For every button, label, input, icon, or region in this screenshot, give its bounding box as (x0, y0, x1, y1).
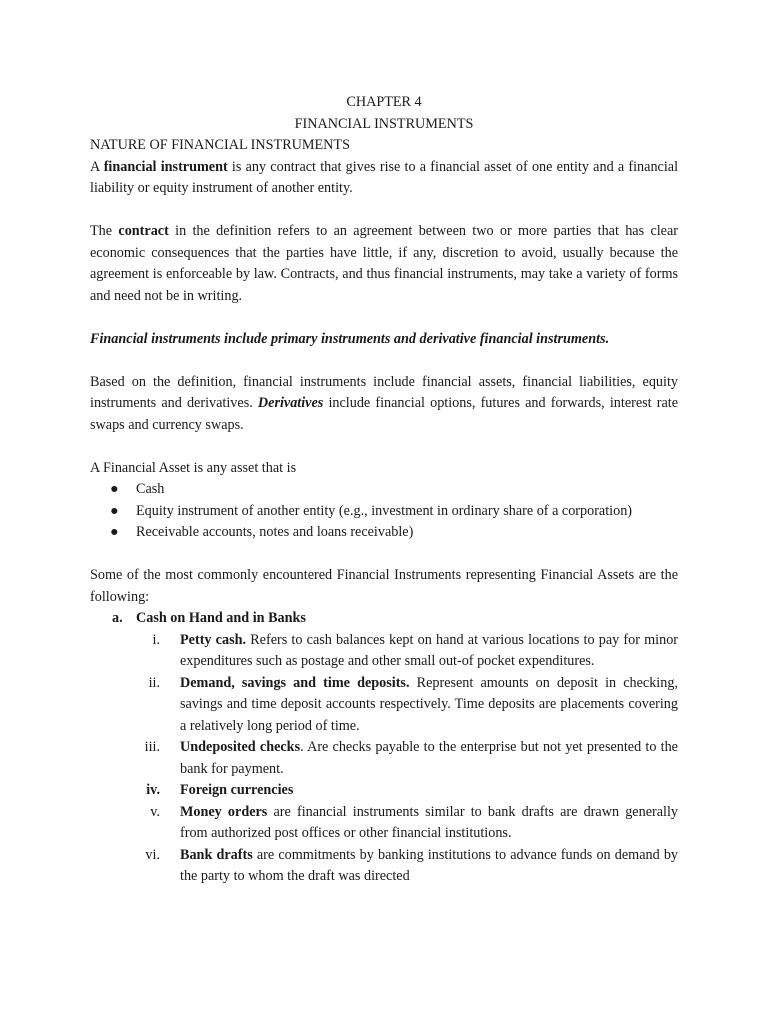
bold-term: Petty cash. (180, 631, 247, 648)
spacer (90, 436, 678, 458)
list-marker: iii. (144, 739, 160, 755)
paragraph-common-instruments: Some of the most commonly encountered Financial Instruments representing Financial Assets are the following: (90, 567, 678, 605)
bold-term: Demand, savings and time deposits. (180, 674, 410, 691)
list-marker: ii. (148, 674, 160, 691)
bold-term: Bank drafts (180, 846, 253, 863)
paragraph-text: in the definition refers to an agreement between two or more parties that has clear economic consequences that the parties have little, if any, discretion to avoid, usually because the agreement is enforceable by law. Contracts, and thus financial instruments, may take a variety of forms and need not be in writing. (90, 223, 679, 304)
list-item-text: Represent amounts on deposit in checking, savings and time deposit accounts respectively. Time deposits are placements covering a relatively long period of time. (180, 674, 678, 734)
paragraph-definition (90, 157, 678, 200)
spacer (90, 200, 678, 222)
list-item-text: Equity instrument of another entity (e.g., investment in ordinary share of a corporation) (136, 502, 633, 519)
paragraph-contract (90, 221, 678, 307)
bold-italic-term: Derivatives (257, 395, 324, 411)
section-a-heading (90, 608, 678, 630)
list-item-bank-drafts (90, 845, 678, 888)
paragraph-text: A (90, 158, 104, 175)
list-item-text: are commitments by banking institutions to advance funds on demand by the party to whom the draft was directed (180, 846, 679, 884)
section-heading: NATURE OF FINANCIAL INSTRUMENTS (90, 137, 350, 153)
bullet-icon: ● (110, 481, 119, 497)
spacer (90, 350, 678, 372)
list-item-text: Cash (136, 481, 165, 497)
list-item (90, 522, 678, 544)
list-marker: v. (150, 803, 160, 820)
chapter-number: CHAPTER 4 (346, 94, 422, 110)
section-a-title: Cash on Hand and in Banks (136, 610, 306, 626)
list-item-money-orders (90, 802, 678, 845)
chapter-title: FINANCIAL INSTRUMENTS (294, 115, 474, 132)
bold-term: Money orders (180, 803, 268, 820)
bold-term: Foreign currencies (180, 782, 294, 798)
paragraph-text: The (90, 223, 119, 239)
bullet-icon: ● (110, 502, 119, 519)
bold-term: Undeposited checks (180, 739, 301, 755)
paragraph-text: is any contract that gives rise to a financial asset of one entity and a financial liability or equity instrument of another entity. (90, 158, 679, 196)
list-item-text: Receivable accounts, notes and loans receivable) (136, 524, 414, 540)
bold-term: financial instrument (103, 158, 228, 175)
financial-asset-list (90, 479, 678, 544)
list-marker: iv. (146, 782, 160, 798)
paragraph-emphasis: Financial instruments include primary instruments and derivative financial instruments. (90, 330, 610, 347)
list-item-foreign-currencies (90, 780, 678, 802)
list-item (90, 501, 678, 523)
document-page (90, 92, 678, 888)
list-item-text: are financial instruments similar to bank drafts are drawn generally from authorized post offices or other financial institutions. (180, 803, 678, 841)
spacer (90, 307, 678, 329)
paragraph-text: include financial options, futures and forwards, interest rate swaps and currency swaps. (90, 395, 679, 433)
list-marker: i. (152, 631, 160, 648)
list-item (90, 479, 678, 501)
paragraph-derivatives (90, 372, 678, 437)
financial-asset-intro: A Financial Asset is any asset that is (90, 459, 297, 476)
spacer (90, 544, 678, 566)
bold-term: contract (118, 223, 169, 239)
list-item-deposits (90, 673, 678, 738)
list-item-undeposited-checks (90, 737, 678, 780)
paragraph-text: Based on the definition, financial instruments include financial assets, financial liabilities, equity instruments and derivatives. (90, 373, 678, 411)
list-marker: vi. (145, 846, 160, 863)
list-item-text: Refers to cash balances kept on hand at various locations to pay for minor expenditures such as postage and other small out-of pocket expenditures. (180, 631, 679, 669)
list-item-petty-cash (90, 630, 678, 673)
list-item-text: . Are checks payable to the enterprise but not yet presented to the bank for payment. (180, 739, 678, 777)
bullet-icon: ● (110, 524, 119, 540)
list-marker: a. (112, 610, 123, 626)
